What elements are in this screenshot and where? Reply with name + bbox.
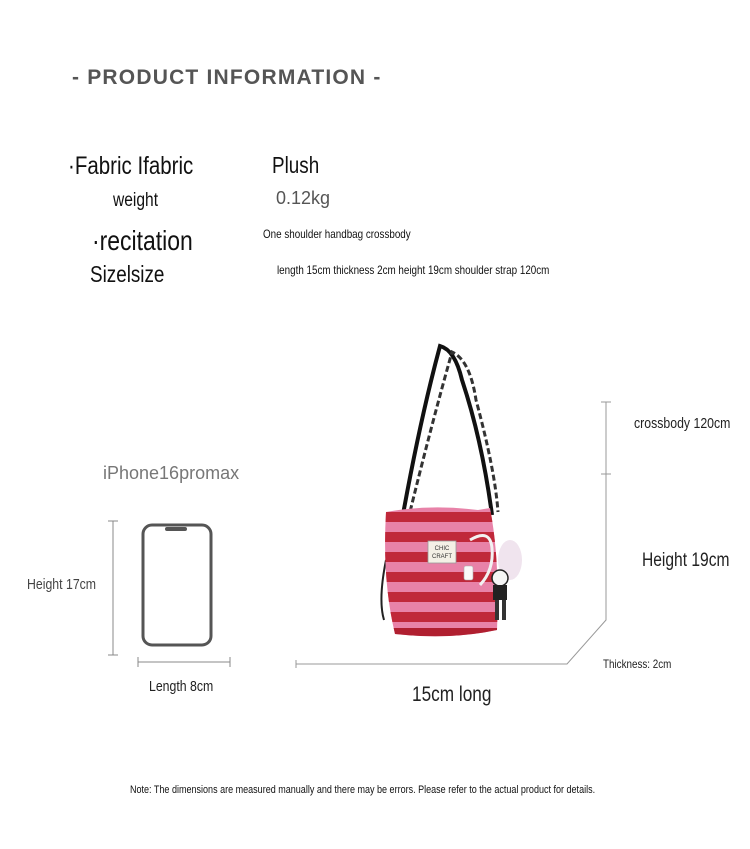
phone-outline xyxy=(143,525,211,645)
disclaimer-note: Note: The dimensions are measured manually and there may be errors. Please refer to the actual product for details. xyxy=(130,784,596,796)
thickness-label: Thickness: 2cm xyxy=(603,657,672,671)
recitation-value: One shoulder handbag crossbody xyxy=(263,227,411,241)
bag-tag-text-2: CRAFT xyxy=(432,554,452,560)
recitation-label: ·recitation xyxy=(92,225,193,256)
phone-model-label: iPhone16promax xyxy=(103,463,240,483)
section-title: - PRODUCT INFORMATION - xyxy=(72,66,382,89)
phone-height-label: Height 17cm xyxy=(27,576,97,593)
bag-height-label: Height 19cm xyxy=(642,550,730,571)
size-value: length 15cm thickness 2cm height 19cm shoulder strap 120cm xyxy=(277,263,550,277)
charm-figure xyxy=(492,570,508,586)
bag-length-label: 15cm long xyxy=(412,683,492,706)
phone-length-dimension xyxy=(138,657,230,667)
size-label: Sizelsize xyxy=(90,261,165,287)
bag-illustration xyxy=(380,346,522,640)
weight-value: 0.12kg xyxy=(276,188,331,208)
fabric-value: Plush xyxy=(272,152,320,178)
bag-tag-text-1: CHIC xyxy=(434,546,450,552)
crossbody-label: crossbody 120cm xyxy=(634,415,731,432)
fabric-label: ·Fabric Ifabric xyxy=(68,152,194,180)
phone-length-label: Length 8cm xyxy=(149,678,214,695)
weight-label: weight xyxy=(113,190,159,211)
phone-height-dimension xyxy=(108,521,118,655)
